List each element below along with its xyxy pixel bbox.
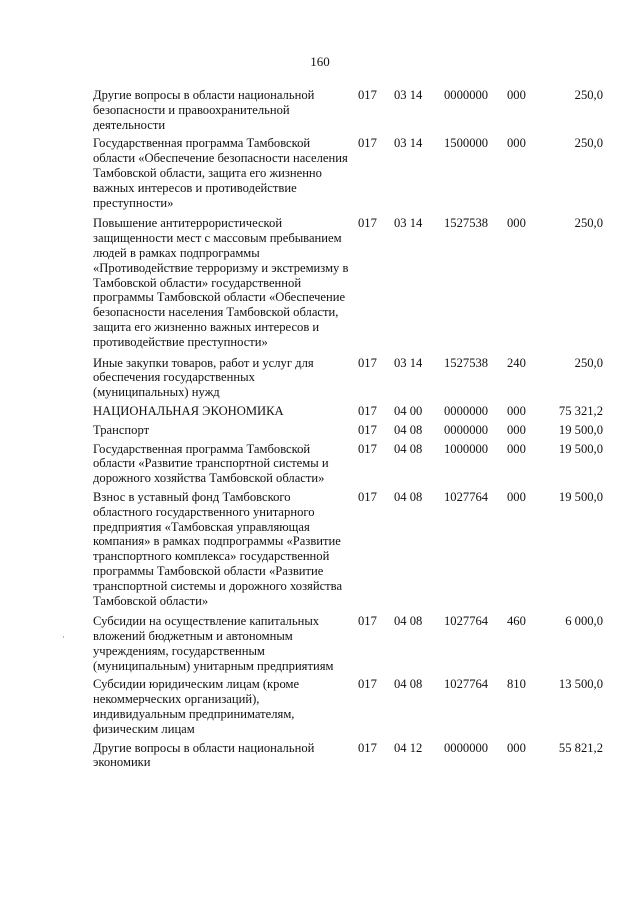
row-name: Государственная программа Тамбовской области «Развитие транспортной системы и дорожного хозяйства Тамбовской области» — [93, 441, 329, 486]
table-row — [93, 677, 603, 736]
row-vr: 000 — [507, 136, 526, 151]
row-sum: 19 500,0 — [558, 489, 603, 504]
row-section: 04 12 — [394, 740, 423, 755]
row-section: 04 08 — [394, 422, 423, 437]
row-ved: 017 — [358, 403, 377, 418]
row-csr: 1027764 — [444, 614, 489, 629]
row-section: 04 08 — [394, 441, 423, 456]
row-csr: 1027764 — [444, 489, 489, 504]
row-sum: 19 500,0 — [558, 422, 603, 437]
table-row — [93, 216, 603, 349]
table-row — [93, 88, 603, 132]
row-sum: 250,0 — [574, 136, 603, 151]
row-vr: 000 — [507, 88, 526, 102]
table-row — [93, 614, 603, 673]
row-section: 03 14 — [394, 216, 423, 231]
row-vr: 000 — [507, 403, 526, 418]
row-name: Транспорт — [93, 422, 150, 437]
row-section: 03 14 — [394, 88, 423, 102]
row-ved: 017 — [358, 136, 377, 151]
row-section: 04 00 — [394, 403, 423, 418]
row-sum: 13 500,0 — [558, 677, 603, 692]
row-ved: 017 — [358, 441, 377, 456]
table-row — [93, 442, 603, 486]
row-vr: 000 — [507, 441, 526, 456]
table-row — [93, 423, 603, 438]
row-csr: 0000000 — [444, 88, 489, 102]
row-section: 04 08 — [394, 677, 423, 692]
row-vr: 460 — [507, 614, 526, 629]
row-csr: 1500000 — [444, 136, 489, 151]
table-row — [93, 741, 603, 771]
row-name: Другие вопросы в области национальной экономики — [93, 740, 315, 770]
margin-dot: · — [62, 632, 65, 642]
row-vr: 000 — [507, 489, 526, 504]
row-name: Иные закупки товаров, работ и услуг для обеспечения государственных (муниципальных) нужд — [93, 355, 314, 400]
row-sum: 6 000,0 — [565, 614, 603, 629]
row-name: Государственная программа Тамбовской области «Обеспечение безопасности населения Тамбовской области, защита его жизненно важных интересов и противодействие преступности» — [93, 136, 348, 210]
row-sum: 55 821,2 — [558, 740, 603, 755]
row-csr: 0000000 — [444, 422, 489, 437]
row-csr: 0000000 — [444, 740, 489, 755]
row-vr: 810 — [507, 677, 526, 692]
row-sum: 75 321,2 — [558, 403, 603, 418]
row-ved: 017 — [358, 740, 377, 755]
row-name: Субсидии на осуществление капитальных вложений бюджетным и автономным учреждениям, государственным (муниципальным) унитарным предприятиям — [93, 614, 334, 673]
page-number: 160 — [310, 54, 330, 69]
row-name: Взнос в уставный фонд Тамбовского областного государственного унитарного предприятия «Тамбовская управляющая компания» в рамках подпрограммы «Развитие транспортного комплекса» государственной программы Тамбовской области «Развитие транспортной системы и дорожного хозяйства Тамбовской области» — [93, 489, 343, 608]
row-ved: 017 — [358, 422, 377, 437]
row-csr: 1527538 — [444, 216, 489, 231]
row-ved: 017 — [358, 677, 377, 692]
row-ved: 017 — [358, 88, 377, 102]
row-section: 03 14 — [394, 136, 423, 151]
row-ved: 017 — [358, 355, 377, 370]
row-csr: 1527538 — [444, 355, 489, 370]
row-section: 04 08 — [394, 489, 423, 504]
row-sum: 250,0 — [574, 88, 603, 102]
row-sum: 250,0 — [574, 355, 603, 370]
row-section: 04 08 — [394, 614, 423, 629]
row-sum: 250,0 — [574, 216, 603, 231]
table-row — [93, 404, 603, 419]
row-ved: 017 — [358, 614, 377, 629]
row-ved: 017 — [358, 216, 377, 231]
row-name: Другие вопросы в области национальной безопасности и правоохранительной деятельности — [93, 88, 315, 132]
row-name: НАЦИОНАЛЬНАЯ ЭКОНОМИКА — [93, 403, 284, 418]
row-vr: 000 — [507, 740, 526, 755]
row-vr: 000 — [507, 216, 526, 231]
row-ved: 017 — [358, 489, 377, 504]
table-row — [93, 356, 603, 400]
row-csr: 0000000 — [444, 403, 489, 418]
row-name: Субсидии юридическим лицам (кроме некоммерческих организаций), индивидуальным предпринимателям, физическим лицам — [93, 677, 300, 736]
row-vr: 000 — [507, 422, 526, 437]
row-vr: 240 — [507, 355, 526, 370]
budget-table — [93, 88, 603, 770]
row-csr: 1000000 — [444, 441, 489, 456]
table-row — [93, 490, 603, 608]
table-row — [93, 136, 603, 210]
row-csr: 1027764 — [444, 677, 489, 692]
row-name: Повышение антитеррористической защищенности мест с массовым пребыванием людей в рамках подпрограммы «Противодействие терроризму и экстремизму в Тамбовской области» государственной программы Тамбовской области «Обеспечение безопасности населения Тамбовской области, защита его жизненно важных интересов и противодействие преступности» — [93, 216, 349, 349]
row-section: 03 14 — [394, 355, 423, 370]
row-sum: 19 500,0 — [558, 441, 603, 456]
